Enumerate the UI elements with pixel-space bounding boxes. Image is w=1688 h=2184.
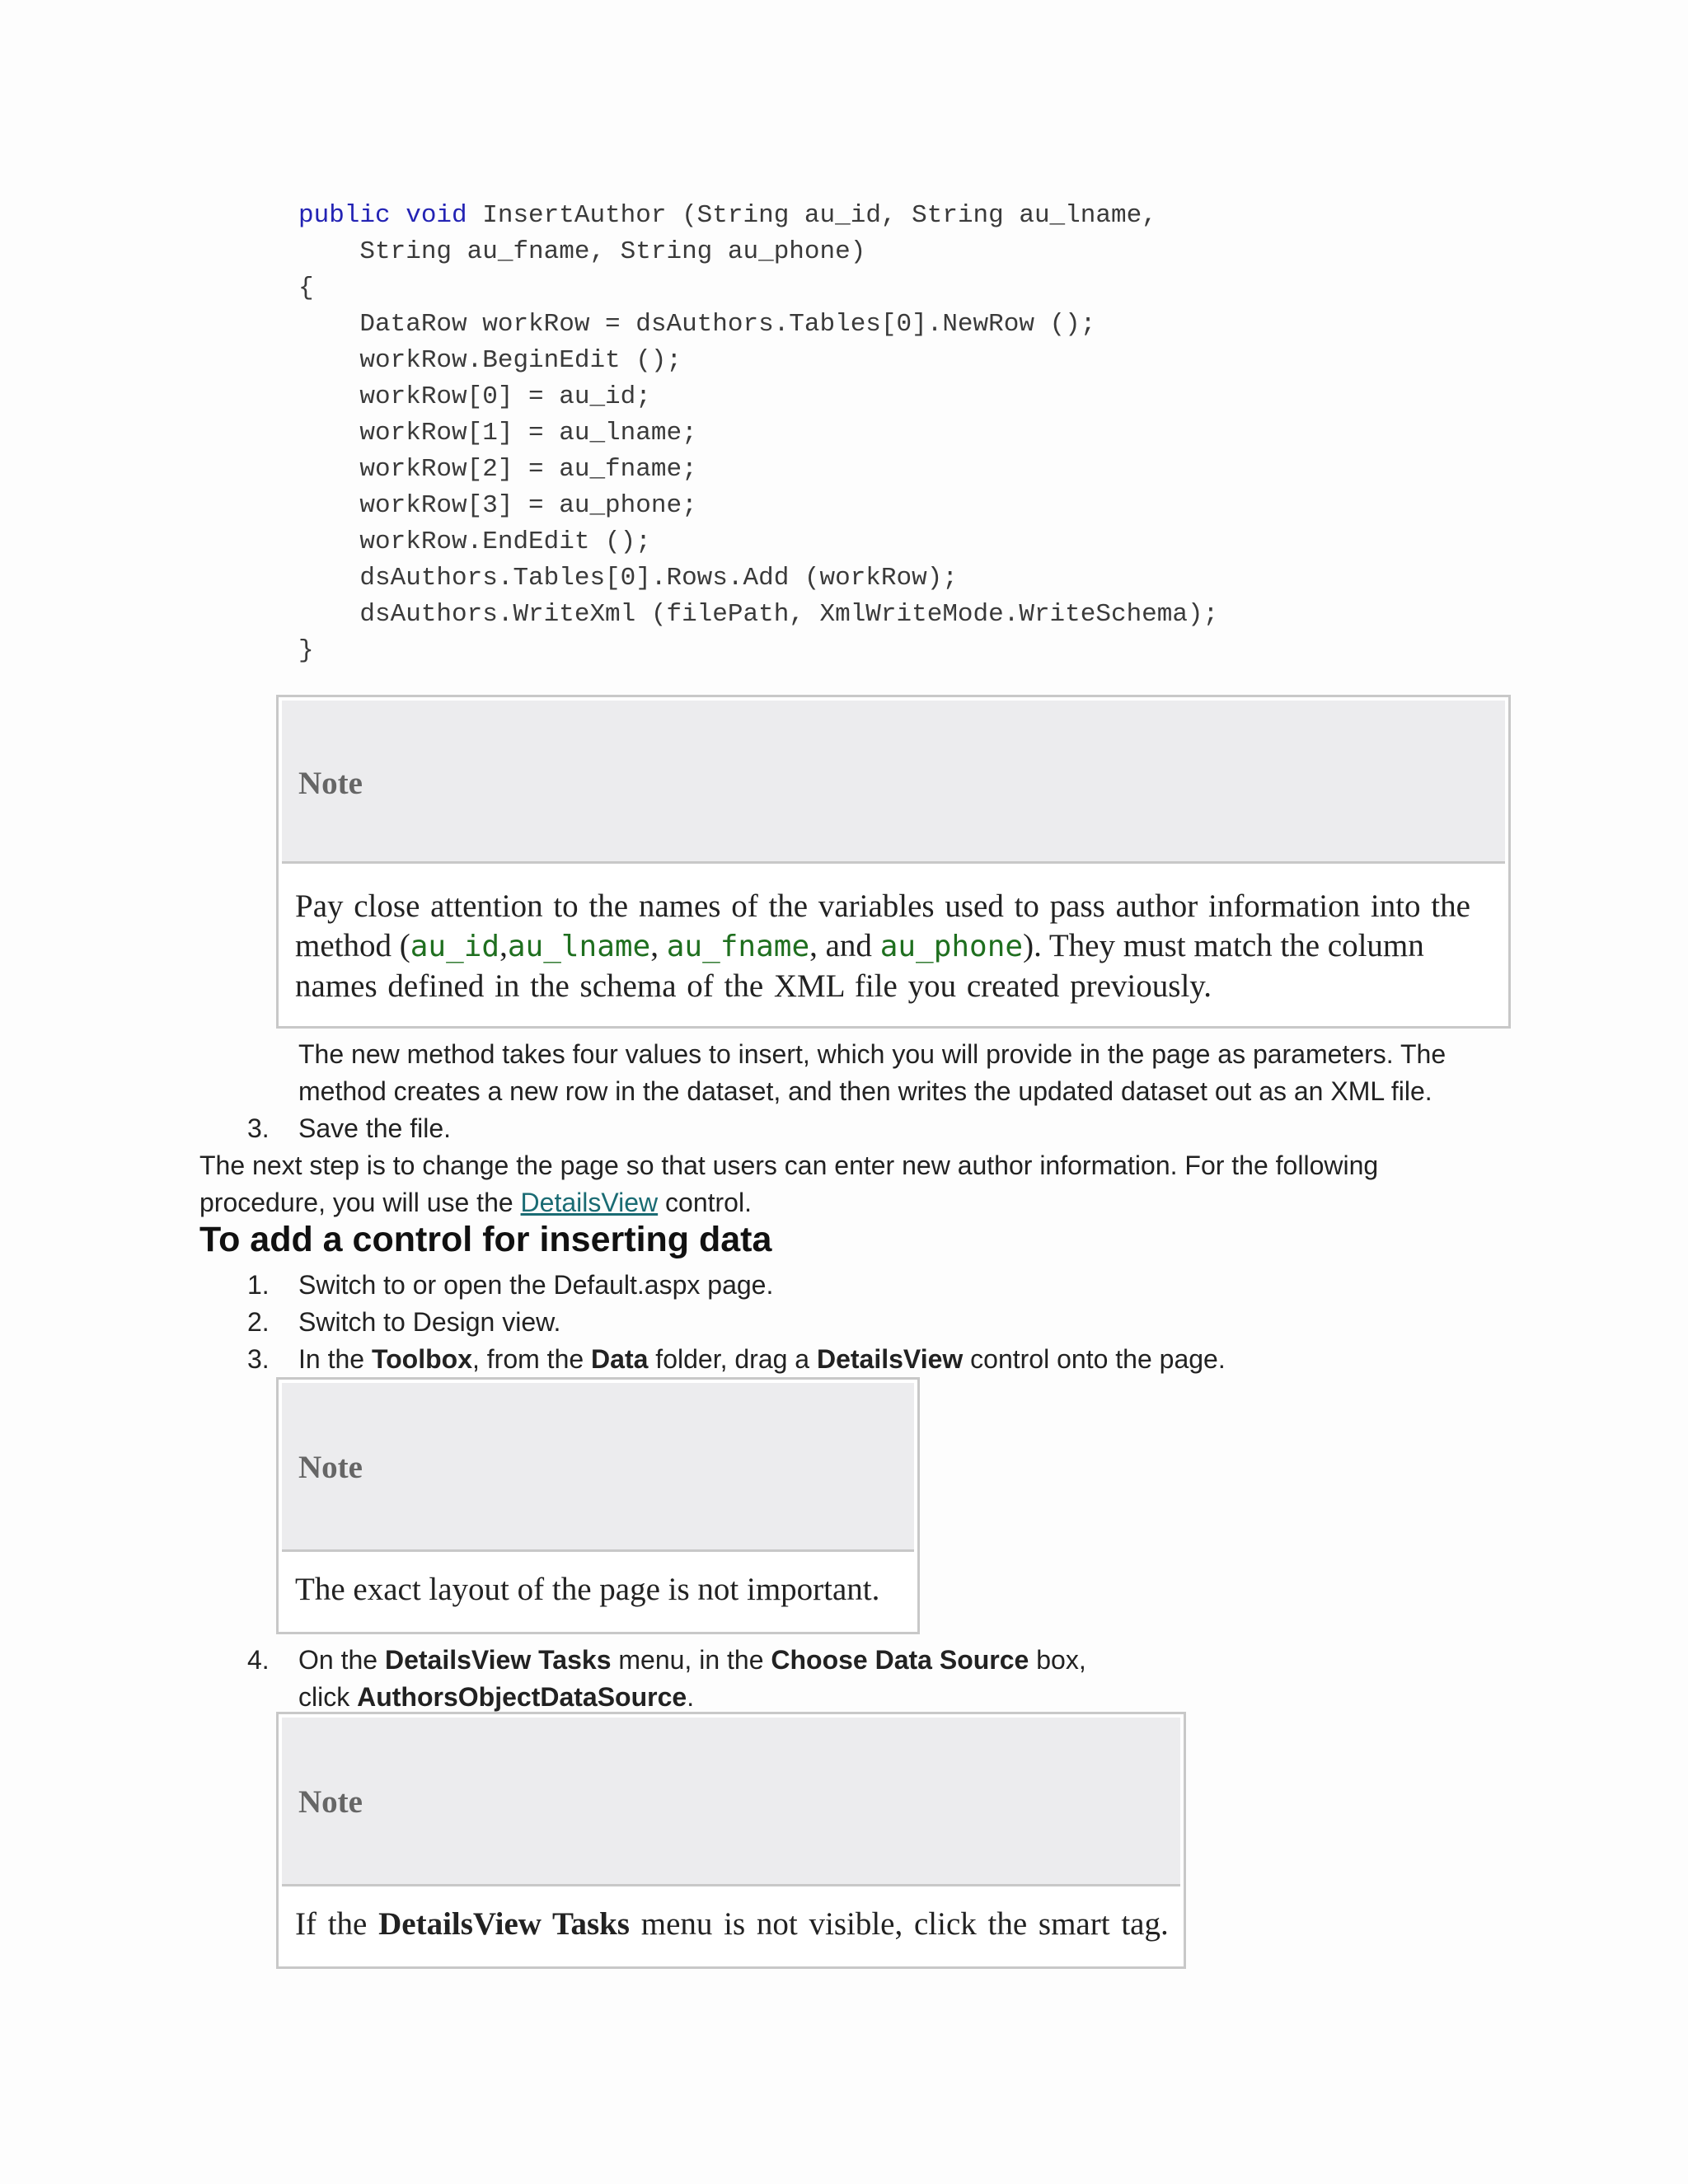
code-line — [298, 343, 1218, 379]
code-text: workRow[1] = au_lname; — [298, 419, 697, 448]
list-number: 2. — [247, 1307, 270, 1337]
code-line — [298, 234, 1218, 270]
code-line — [298, 633, 1218, 669]
text: menu, in the — [611, 1645, 771, 1675]
paragraph-line: The next step is to change the page so that users can enter new author information. For the following — [199, 1151, 1379, 1180]
list-item-text: Save the file. — [298, 1113, 451, 1143]
note-text: , — [499, 928, 508, 963]
code-text: workRow[2] = au_fname; — [298, 455, 697, 484]
code-text: String au_fname, String au_phone) — [298, 237, 866, 266]
code-text: } — [298, 636, 314, 665]
code-line — [298, 198, 1218, 234]
list-item-text: Switch to Design view. — [298, 1307, 561, 1337]
code-text: workRow[3] = au_phone; — [298, 491, 697, 520]
note-text: , — [650, 928, 667, 963]
text: . — [687, 1682, 695, 1712]
list-item-text — [298, 1679, 694, 1716]
detailsview-link[interactable]: DetailsView — [520, 1188, 659, 1217]
code-line — [298, 597, 1218, 633]
paragraph-line: method creates a new row in the dataset, and then writes the updated dataset out as an XML file. — [298, 1076, 1432, 1106]
code-text: { — [298, 274, 314, 302]
text: box, — [1029, 1645, 1086, 1675]
note-line: names defined in the schema of the XML file you created previously. — [295, 968, 1212, 1004]
code-line — [298, 379, 1218, 415]
bold-term: Choose Data Source — [771, 1645, 1029, 1675]
bold-term: Toolbox — [371, 1344, 472, 1374]
code-inline: au_fname — [666, 930, 810, 963]
paragraph-line: The new method takes four values to insert, which you will provide in the page as parameters. The — [298, 1039, 1447, 1069]
note-text: method ( — [295, 928, 410, 963]
note-title: Note — [298, 1450, 363, 1485]
text: click — [298, 1682, 358, 1712]
bold-term: DetailsView Tasks — [378, 1906, 630, 1942]
list-number: 1. — [247, 1270, 270, 1300]
paragraph-text: procedure, you will use the — [199, 1188, 521, 1217]
note-text: menu is not visible, click the smart tag. — [630, 1906, 1169, 1942]
bold-term: Data — [591, 1344, 649, 1374]
note-text: If the — [295, 1906, 379, 1942]
code-text: DataRow workRow = dsAuthors.Tables[0].NewRow (); — [298, 310, 1096, 339]
code-text: dsAuthors.WriteXml (filePath, XmlWriteMode.WriteSchema); — [298, 600, 1219, 629]
note-box — [276, 1712, 1186, 1969]
note-line — [295, 926, 1492, 967]
code-line — [298, 488, 1218, 524]
note-body — [279, 864, 1508, 1006]
text: In the — [298, 1344, 372, 1374]
code-inline: au_id — [410, 930, 500, 963]
code-text: workRow.BeginEdit (); — [298, 346, 682, 375]
list-item-text — [298, 1341, 1226, 1378]
note-box — [276, 1377, 920, 1634]
code-line — [298, 560, 1218, 597]
code-text: workRow[0] = au_id; — [298, 382, 651, 411]
list-number: 3. — [247, 1113, 270, 1143]
list-item-text — [298, 1642, 1086, 1679]
paragraph-text: control. — [658, 1188, 752, 1217]
list-number: 4. — [247, 1645, 270, 1675]
text: , from the — [472, 1344, 592, 1374]
note-body: The exact layout of the page is not important. — [295, 1572, 880, 1607]
list-number: 3. — [247, 1344, 270, 1374]
section-heading: To add a control for inserting data — [199, 1220, 772, 1259]
bold-term: DetailsView — [816, 1344, 964, 1374]
text: control onto the page. — [963, 1344, 1226, 1374]
code-keyword: public void — [298, 201, 467, 230]
note-box — [276, 695, 1511, 1029]
paragraph-line — [199, 1184, 752, 1221]
text: folder, drag a — [648, 1344, 817, 1374]
note-body — [279, 1886, 1184, 1944]
list-item-text: Switch to or open the Default.aspx page. — [298, 1270, 774, 1300]
text: On the — [298, 1645, 385, 1675]
code-inline: au_lname — [507, 930, 651, 963]
note-header — [282, 701, 1505, 864]
code-block — [298, 198, 1218, 669]
code-line — [298, 415, 1218, 452]
bold-term: DetailsView Tasks — [384, 1645, 612, 1675]
note-title: Note — [298, 766, 363, 801]
note-text: , and — [809, 928, 880, 963]
code-text: dsAuthors.Tables[0].Rows.Add (workRow); — [298, 564, 958, 593]
note-title: Note — [298, 1784, 363, 1820]
bold-term: AuthorsObjectDataSource — [357, 1682, 687, 1712]
code-line — [298, 307, 1218, 343]
code-line — [298, 524, 1218, 560]
code-line — [298, 270, 1218, 307]
code-text: InsertAuthor (String au_id, String au_lname, — [467, 201, 1157, 230]
note-line: Pay close attention to the names of the variables used to pass author information into the — [295, 888, 1470, 924]
note-header — [282, 1383, 914, 1552]
code-line — [298, 452, 1218, 488]
code-inline: au_phone — [879, 930, 1024, 963]
note-header — [282, 1718, 1180, 1886]
note-text: ). They must match the column — [1023, 928, 1424, 963]
code-text: workRow.EndEdit (); — [298, 527, 651, 556]
